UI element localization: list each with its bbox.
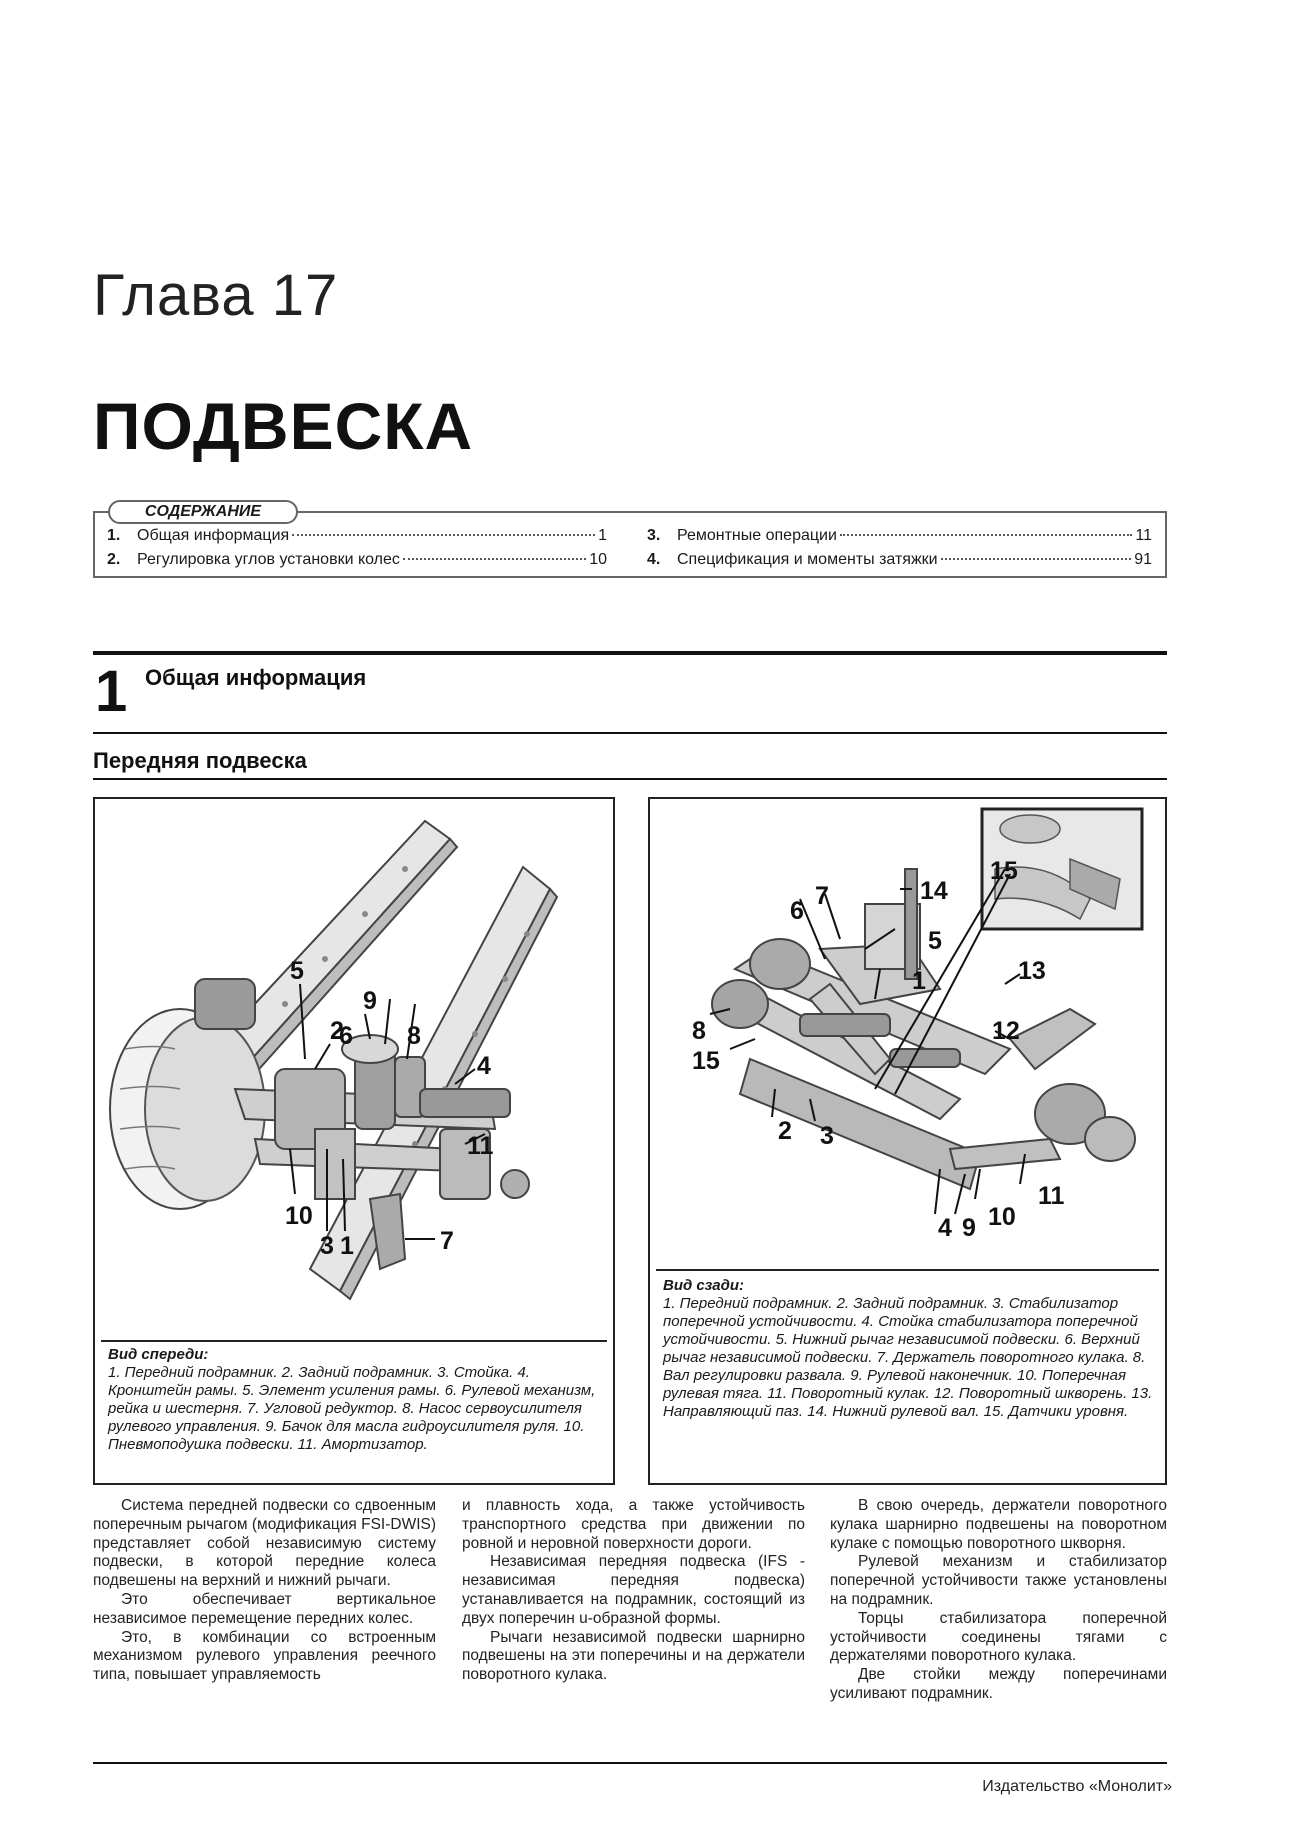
- callout-11: 11: [1038, 1182, 1065, 1210]
- toc-item[interactable]: 4. Спецификация и моменты затяжки 91: [647, 551, 1152, 568]
- callout-9: 9: [962, 1214, 976, 1242]
- section-rule: [93, 651, 1167, 655]
- callout-8: 8: [407, 1022, 421, 1050]
- body-column-3: В свою очередь, держатели поворотного кулака шарнирно подвешены на поворотном кулаке с помощью поворотного шкворня. Рулевой механизм и стабилизатор поперечной устойчивости также установлены на подрамник. Торцы стабилизатора поперечной устойчивости соединены тягами с держателями поворотного кулака. Две стойки между поперечинами усиливают подрамник.: [830, 1497, 1167, 1702]
- callout-10: 10: [988, 1203, 1016, 1231]
- callout-1: 1: [340, 1232, 354, 1260]
- toc-item[interactable]: 2. Регулировка углов установки колес 10: [107, 551, 607, 568]
- callout-3: 3: [820, 1122, 834, 1150]
- section-number: 1: [95, 659, 128, 724]
- callout-6: 6: [790, 897, 804, 925]
- section-rule-bottom: [93, 732, 1167, 734]
- toc-item[interactable]: 1. Общая информация 1: [107, 527, 607, 544]
- figure-rear-view: [648, 797, 1167, 1485]
- callout-1: 1: [912, 967, 926, 995]
- front-suspension-illustration: [95, 799, 613, 1339]
- caption-rear: Вид сзади: 1. Передний подрамник. 2. Задний подрамник. 3. Стабилизатор поперечной устойчивости. 4. Стойка стабилизатора поперечной устойчивости. 5. Нижний рычаг независимой подвески. 6. Верхний рычаг независимой подвески. 7. Держатель поворотного кулака. 8. Вал регулировки развала. 9. Рулевой наконечник. 10. Поперечная рулевая тяга. 11. Поворотный кулак. 12. Поворотный шкворень. 13. Направляющий паз. 14. Нижний рулевой вал. 15. Датчики уровня.: [663, 1277, 1153, 1420]
- callout-14: 14: [920, 877, 948, 905]
- callout-5: 5: [928, 927, 942, 955]
- callout-4: 4: [938, 1214, 952, 1242]
- callout-11: 11: [467, 1132, 494, 1160]
- callout-2: 2: [330, 1017, 344, 1045]
- callout-2: 2: [778, 1117, 792, 1145]
- callout-15-inset: 15: [990, 857, 1018, 885]
- figure-front-view: [93, 797, 615, 1485]
- chapter-label: Глава 17: [93, 263, 339, 328]
- callout-7: 7: [815, 882, 829, 910]
- callout-7: 7: [440, 1227, 454, 1255]
- caption-divider: [101, 1340, 607, 1342]
- body-column-2: и плавность хода, а также устойчивость транспортного средства при движении по ровной и неровной поверхности дороги. Независимая передняя подвеска (IFS - независимая передняя подвеска) устанавливается на подрамник, состоящий из двух поперечин u-образной формы. Рычаги независимой подвески шарнирно подвешены на эти поперечины и на держатели поворотного кулака.: [462, 1497, 805, 1684]
- callout-4: 4: [477, 1052, 491, 1080]
- chapter-title: ПОДВЕСКА: [93, 389, 474, 463]
- footer-rule: [93, 1762, 1167, 1764]
- callout-13: 13: [1018, 957, 1046, 985]
- callout-12: 12: [992, 1017, 1020, 1045]
- caption-front: Вид спереди: 1. Передний подрамник. 2. Задний подрамник. 3. Стойка. 4. Кронштейн рамы. 5. Элемент усиления рамы. 6. Рулевой механизм, рейка и шестерня. 7. Угловой редуктор. 8. Насос сервоусилителя рулевого управления. 9. Бачок для масла гидроусилителя руля. 10. Пневмоподушка подвески. 11. Амортизатор.: [108, 1346, 596, 1453]
- rear-suspension-illustration: [650, 799, 1165, 1269]
- callout-8: 8: [692, 1017, 706, 1045]
- subsection-title: Передняя подвеска: [93, 748, 307, 773]
- body-column-1: Система передней подвески со сдвоенным поперечным рычагом (модификация FSI-DWIS) представляет собой независимую систему подвески, в которой передние колеса подвешены на верхний и нижний рычаги. Это обеспечивает вертикальное независимое перемещение передних колес. Это, в комбинации со встроенным механизмом рулевого управления реечного типа, повышает управляемость: [93, 1497, 436, 1684]
- toc-item[interactable]: 3. Ремонтные операции 11: [647, 527, 1152, 544]
- section-title: Общая информация: [145, 665, 367, 690]
- callout-10: 10: [285, 1202, 313, 1230]
- callout-6: 6: [339, 1022, 353, 1050]
- callout-15: 15: [692, 1047, 720, 1075]
- subsection-rule: [93, 778, 1167, 780]
- publisher-footer: Издательство «Монолит»: [982, 1778, 1172, 1795]
- callout-3: 3: [320, 1232, 334, 1260]
- caption-divider: [656, 1269, 1159, 1271]
- callout-9: 9: [363, 987, 377, 1015]
- callout-5: 5: [290, 957, 304, 985]
- toc-header: СОДЕРЖАНИЕ: [108, 500, 298, 524]
